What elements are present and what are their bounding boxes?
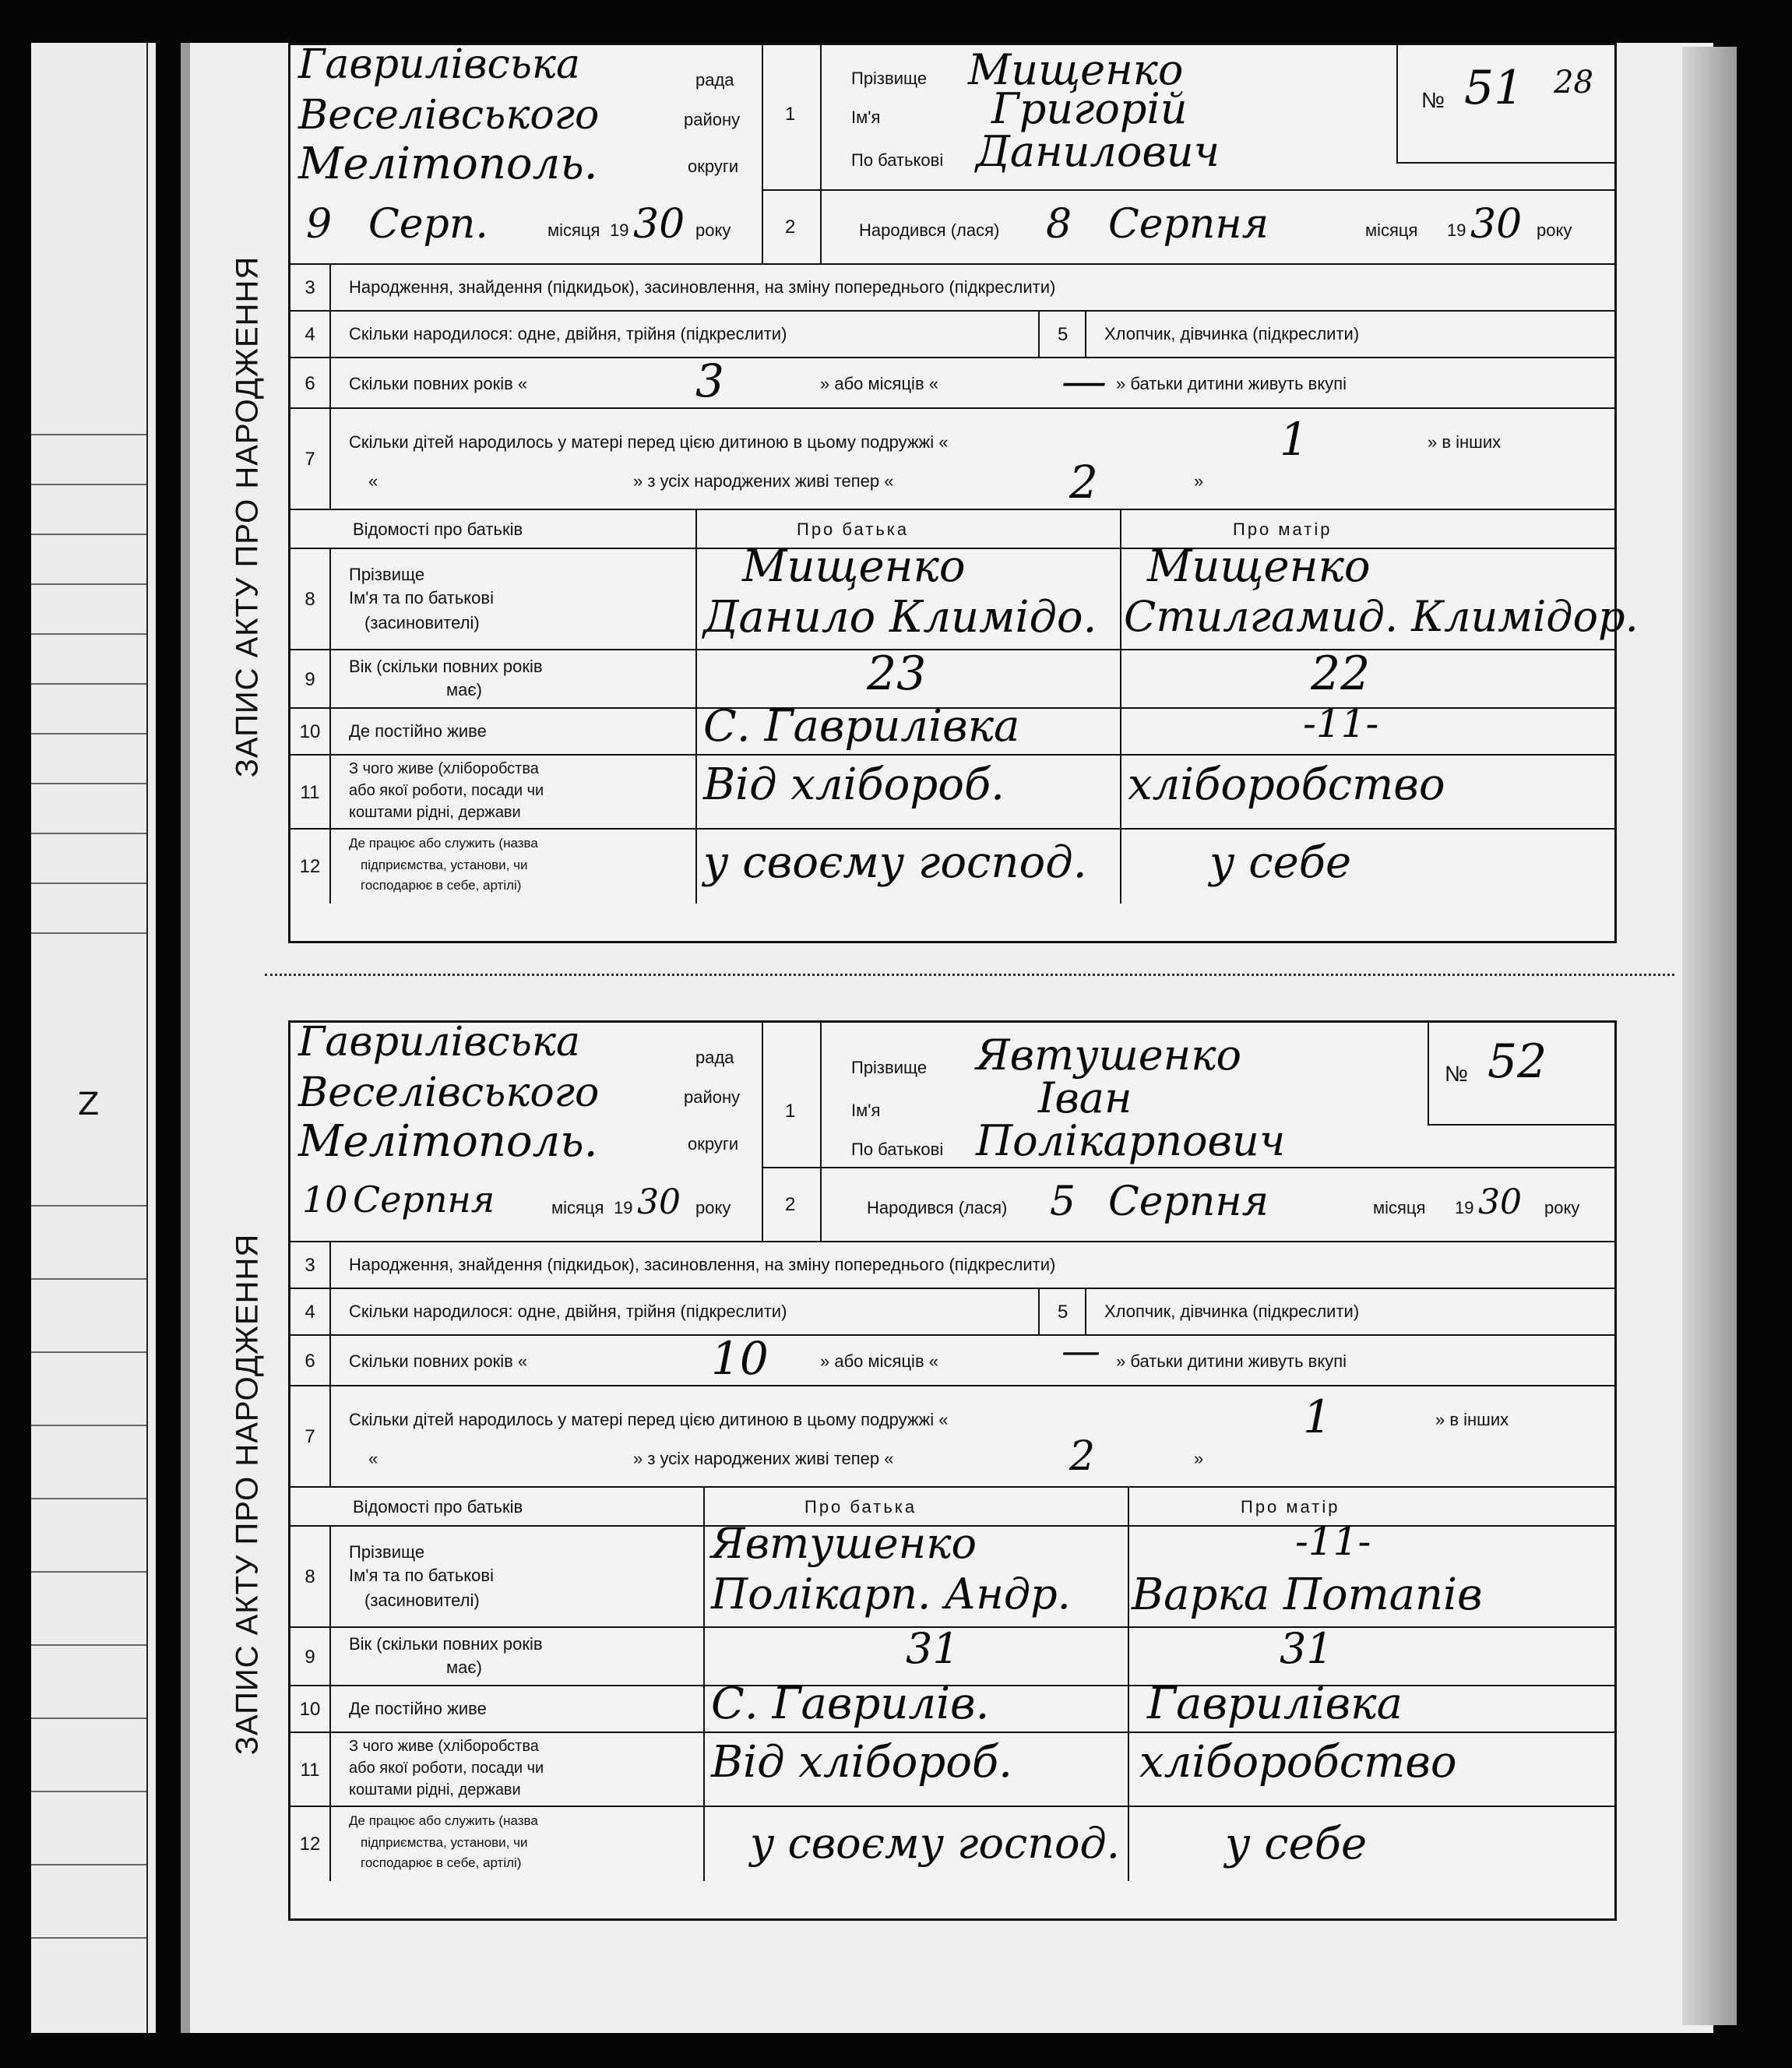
row-3-num: 3 [290, 265, 331, 312]
child-patronymic: Полікарпович [976, 1116, 1286, 1165]
father-surname: Мищенко [742, 541, 966, 592]
row-12-label-b: підприємства, установи, чи [361, 858, 528, 872]
row-11 [290, 754, 1614, 830]
birth-month-label: місяця [1373, 1198, 1426, 1217]
record-extra-number: 28 [1554, 65, 1593, 100]
row-8-num: 8 [290, 549, 331, 650]
row-9-father-divider [695, 650, 697, 709]
mother-header: Про матір [1241, 1497, 1340, 1517]
row-9-mother-divider [1120, 650, 1121, 709]
row-6-num: 6 [290, 1336, 331, 1386]
row-12-father-divider [703, 1807, 705, 1881]
row-1-num: 1 [785, 1101, 796, 1122]
row-9-num: 9 [290, 1628, 331, 1686]
header-num-divider [820, 45, 822, 263]
rada-label: рада [695, 70, 734, 90]
header-rule [762, 189, 1614, 191]
mother-name: Варка Потапів [1132, 1569, 1483, 1620]
row-7-num: 7 [290, 1386, 331, 1488]
mother-age: 31 [1280, 1624, 1333, 1673]
row-4-divider [1038, 1289, 1040, 1336]
vertical-title: ЗАПИС АКТУ ПРО НАРОДЖЕННЯ [230, 1233, 265, 1755]
reg-month-label: місяця [547, 220, 600, 240]
mother-col-divider [1128, 1488, 1129, 1527]
row-6-text-b: » або місяців « [820, 1351, 938, 1371]
header-rule [762, 1167, 1614, 1168]
months-together: — [1061, 1328, 1100, 1373]
okruha-value: Мелітополь. [298, 1116, 598, 1167]
row-10-num: 10 [290, 1686, 331, 1733]
perforation-line [265, 974, 1674, 976]
mother-work: у себе [1209, 837, 1352, 888]
row-9-label-a: Вік (скільки повних років [349, 657, 543, 676]
born-label: Народився (лася) [867, 1198, 1008, 1217]
row-11-num: 11 [290, 756, 331, 830]
row-5-num: 5 [1058, 324, 1069, 345]
row-1-num: 1 [785, 104, 796, 125]
father-name: Полікарп. Андр. [711, 1569, 1071, 1619]
header-num-divider [820, 1023, 822, 1241]
row-7-num: 7 [290, 409, 331, 510]
children-before: 1 [1303, 1390, 1332, 1443]
mother-header: Про матір [1233, 520, 1333, 539]
birth-year-label: року [1537, 220, 1572, 240]
left-page-fragment [31, 43, 156, 2033]
row-9-mother-divider [1128, 1628, 1129, 1686]
row-6 [290, 1328, 1614, 1386]
row-6-text-c: » батьки дитини живуть вкупі [1116, 1351, 1347, 1371]
row-6 [290, 354, 1614, 409]
reg-day: 9 [306, 201, 333, 248]
record-number: 52 [1487, 1034, 1547, 1089]
father-residence: С. Гаврилів. [711, 1679, 990, 1729]
raion-value: Веселівського [298, 92, 600, 139]
alive-now: 2 [1069, 456, 1098, 509]
row-7-text-a: Скільки дітей народилось у матері перед цією дитиною в цьому подружжі « [349, 432, 949, 452]
name-label: Ім'я [851, 107, 881, 127]
months-together: — [1061, 354, 1107, 407]
row-6-text-a: Скільки повних років « [349, 1351, 528, 1371]
okruha-value: Мелітополь. [298, 139, 598, 189]
father-work: у своєму господ. [703, 837, 1087, 888]
row-12-label-c: господарює в себе, артілі) [361, 1855, 522, 1870]
father-surname: Явтушенко [711, 1519, 977, 1568]
row-10-mother-divider [1120, 709, 1121, 756]
row-5-text: Хлопчик, дівчинка (підкреслити) [1104, 1302, 1360, 1321]
row-10-mother-divider [1128, 1686, 1129, 1733]
row-11-label-b: або якої роботи, посади чи [349, 782, 544, 799]
row-10-label: Де постійно живе [349, 721, 487, 741]
record-number-box [1428, 1023, 1616, 1126]
left-page-mark: Z [78, 1087, 100, 1122]
birth-day: 5 [1050, 1178, 1076, 1225]
rada-value: Гаврилівська [298, 41, 580, 88]
row-7 [290, 1385, 1614, 1488]
father-age: 23 [867, 646, 927, 701]
page-right-edge [1682, 47, 1737, 2025]
row-9-label-b: має) [446, 680, 482, 699]
row-3 [290, 263, 1614, 312]
mother-residence: Гаврилівка [1147, 1679, 1403, 1729]
left-page-lines-lower [31, 1133, 146, 1990]
row-8-label-a: Прізвище [349, 565, 425, 584]
header-divider [762, 1023, 763, 1241]
row-5-divider [1085, 312, 1086, 358]
row-4-text: Скільки народилося: одне, двійня, трійня (підкреслити) [349, 1302, 787, 1321]
alive-now: 2 [1069, 1433, 1096, 1480]
row-8-label-c: (засиновителі) [364, 613, 480, 632]
row-8-label-b: Ім'я та по батькові [349, 588, 494, 608]
row-3-text: Народження, знайдення (підкидьок), засиновлення, на зміну попереднього (підкреслити) [349, 1255, 1056, 1274]
row-12-label-a: Де працює або служить (назва [349, 836, 538, 851]
father-age: 31 [906, 1624, 959, 1673]
birth-month: Серпня [1108, 201, 1269, 248]
parents-info-label: Відомості про батьків [353, 520, 523, 539]
row-9-label-b: має) [446, 1658, 482, 1677]
row-3-text: Народження, знайдення (підкидьок), засиновлення, на зміну попереднього (підкреслити) [349, 277, 1056, 297]
surname-label: Прізвище [851, 1058, 928, 1077]
row-7-text-e: » [1194, 1449, 1204, 1468]
row-12 [290, 828, 1614, 904]
row-9 [290, 646, 1614, 709]
row-11 [290, 1732, 1614, 1807]
mother-occupation: хліборобство [1139, 1737, 1457, 1788]
row-8-father-divider [695, 549, 697, 650]
row-6-text-b: » або місяців « [820, 374, 938, 393]
row-12-num: 12 [290, 830, 331, 904]
row-10 [290, 1679, 1614, 1733]
reg-year-prefix: 19 [610, 220, 629, 240]
birth-year: 30 [1470, 201, 1523, 248]
mother-col-divider [1120, 510, 1121, 549]
father-header: Про батька [797, 520, 910, 539]
row-7-text-b: » в інших [1428, 432, 1502, 452]
surname-label: Прізвище [851, 69, 928, 88]
reg-year-prefix: 19 [614, 1198, 633, 1217]
reg-year-label: року [695, 220, 731, 240]
row-8-mother-divider [1120, 549, 1121, 650]
reg-day: 10 [302, 1178, 348, 1221]
father-header: Про батька [804, 1497, 917, 1517]
row-9-label-a: Вік (скільки повних років [349, 1634, 543, 1654]
row-11-label-b: або якої роботи, посади чи [349, 1760, 544, 1777]
row-11-label-a: З чого живе (хліборобства [349, 1738, 539, 1755]
child-name: Іван [1038, 1073, 1132, 1122]
reg-month: Серпня [353, 1178, 495, 1221]
child-name: Григорій [991, 84, 1188, 133]
row-7-text-c: « [368, 471, 378, 491]
header-divider [762, 45, 763, 263]
mother-residence: -11- [1303, 701, 1379, 746]
parents-info-label: Відомості про батьків [353, 1497, 523, 1517]
row-12 [290, 1806, 1614, 1881]
row-8 [290, 541, 1639, 650]
mother-age: 22 [1311, 646, 1371, 701]
reg-month-label: місяця [551, 1198, 604, 1217]
reg-year: 30 [633, 201, 685, 248]
row-11-num: 11 [290, 1733, 331, 1807]
row-8-label-b: Ім'я та по батькові [349, 1566, 494, 1585]
row-8-label-a: Прізвище [349, 1542, 425, 1562]
birth-year: 30 [1478, 1182, 1522, 1222]
mother-surname: Мищенко [1147, 541, 1371, 592]
okruha-label: округи [688, 1134, 739, 1154]
row-4 [290, 1288, 1614, 1336]
page-spine [181, 43, 190, 2033]
mother-surname: -11- [1295, 1519, 1371, 1564]
left-page-edge [146, 43, 148, 2033]
row-6-text-c: » батьки дитини живуть вкупі [1116, 374, 1347, 393]
row-11-mother-divider [1128, 1733, 1129, 1807]
row-4-divider [1038, 312, 1040, 358]
row-12-mother-divider [1120, 830, 1121, 904]
row-7-text-a: Скільки дітей народилось у матері перед цією дитиною в цьому подружжі « [349, 1410, 949, 1429]
years-together: 3 [695, 354, 724, 407]
raion-label: району [684, 1087, 741, 1107]
raion-label: району [684, 110, 741, 129]
row-7-text-d: » з усіх народжених живі тепер « [633, 471, 894, 491]
children-before: 1 [1280, 413, 1308, 466]
row-4-num: 4 [290, 1289, 331, 1336]
patronymic-label: По батькові [851, 150, 944, 170]
row-7-text-b: » в інших [1435, 1410, 1509, 1429]
row-7 [290, 407, 1614, 510]
row-6-num: 6 [290, 358, 331, 409]
father-occupation: Від хлібороб. [703, 759, 1005, 810]
okruha-label: округи [688, 157, 739, 176]
row-11-label-c: коштами рідні, держави [349, 1781, 521, 1798]
rada-label: рада [695, 1048, 734, 1067]
left-page-lines [31, 386, 146, 946]
child-surname: Явтушенко [976, 1030, 1242, 1080]
birth-year-prefix: 19 [1455, 1198, 1474, 1217]
row-4 [290, 310, 1614, 358]
reg-year-label: року [695, 1198, 731, 1217]
years-together: 10 [711, 1332, 769, 1385]
birth-record-51 [230, 41, 1639, 943]
row-7-text-c: « [368, 1449, 378, 1468]
row-10-father-divider [703, 1686, 705, 1733]
row-3-num: 3 [290, 1242, 331, 1289]
record-number-box [1396, 45, 1616, 164]
father-name: Данило Климідо. [703, 592, 1097, 643]
father-residence: С. Гаврилівка [703, 701, 1020, 752]
row-10-label: Де постійно живе [349, 1699, 487, 1718]
row-5-num: 5 [1058, 1302, 1069, 1323]
mother-name: Стилгамид. Климідор. [1124, 592, 1639, 641]
row-4-num: 4 [290, 312, 331, 358]
row-11-label-c: коштами рідні, держави [349, 804, 521, 821]
mother-occupation: хліборобство [1128, 759, 1445, 810]
raion-value: Веселівського [298, 1069, 600, 1116]
row-12-father-divider [695, 830, 697, 904]
row-9-num: 9 [290, 650, 331, 709]
row-12-label-a: Де працює або служить (назва [349, 1813, 538, 1828]
row-11-father-divider [703, 1733, 705, 1807]
reg-month: Серп. [368, 201, 488, 248]
father-col-divider [703, 1488, 705, 1527]
birth-month-label: місяця [1365, 220, 1418, 240]
row-12-label-b: підприємства, установи, чи [361, 1835, 528, 1850]
father-work: у своєму господ. [750, 1819, 1120, 1868]
number-sign: № [1445, 1062, 1469, 1086]
child-patronymic: Данилович [976, 127, 1220, 176]
row-8 [290, 1519, 1614, 1628]
row-9 [290, 1626, 1614, 1686]
row-11-mother-divider [1120, 756, 1121, 830]
row-2-num: 2 [785, 217, 796, 238]
row-10-father-divider [695, 709, 697, 756]
row-9-father-divider [703, 1628, 705, 1686]
vertical-title: ЗАПИС АКТУ ПРО НАРОДЖЕННЯ [230, 255, 265, 777]
name-label: Ім'я [851, 1101, 881, 1120]
row-3 [290, 1241, 1614, 1289]
row-4-text: Скільки народилося: одне, двійня, трійня (підкреслити) [349, 324, 787, 343]
child-surname: Мищенко [968, 45, 1184, 94]
number-sign: № [1421, 88, 1445, 112]
row-10 [290, 701, 1614, 756]
row-11-father-divider [695, 756, 697, 830]
mother-work: у себе [1225, 1819, 1368, 1869]
row-7-text-d: » з усіх народжених живі тепер « [633, 1449, 894, 1468]
row-12-num: 12 [290, 1807, 331, 1881]
row-8-father-divider [703, 1527, 705, 1628]
born-label: Народився (лася) [859, 220, 1000, 240]
birth-day: 8 [1046, 201, 1072, 248]
row-12-label-c: господарює в себе, артілі) [361, 878, 522, 893]
row-11-label-a: З чого живе (хліборобства [349, 760, 539, 777]
birth-month: Серпня [1108, 1178, 1269, 1225]
row-8-label-c: (засиновителі) [364, 1591, 480, 1610]
row-7-text-e: » [1194, 471, 1204, 491]
reg-year: 30 [637, 1182, 681, 1222]
record-number: 51 [1464, 61, 1524, 115]
patronymic-label: По батькові [851, 1140, 944, 1159]
row-8-mother-divider [1128, 1527, 1129, 1628]
row-10-num: 10 [290, 709, 331, 756]
birth-year-prefix: 19 [1447, 220, 1466, 240]
birth-year-label: року [1544, 1198, 1580, 1217]
row-12-mother-divider [1128, 1807, 1129, 1881]
father-occupation: Від хлібороб. [711, 1737, 1012, 1788]
row-8-num: 8 [290, 1527, 331, 1628]
rada-value: Гаврилівська [298, 1019, 580, 1066]
father-col-divider [695, 510, 697, 549]
row-5-text: Хлопчик, дівчинка (підкреслити) [1104, 324, 1360, 343]
birth-record-52 [230, 1019, 1617, 1921]
row-2-num: 2 [785, 1194, 796, 1215]
row-6-text-a: Скільки повних років « [349, 374, 528, 393]
